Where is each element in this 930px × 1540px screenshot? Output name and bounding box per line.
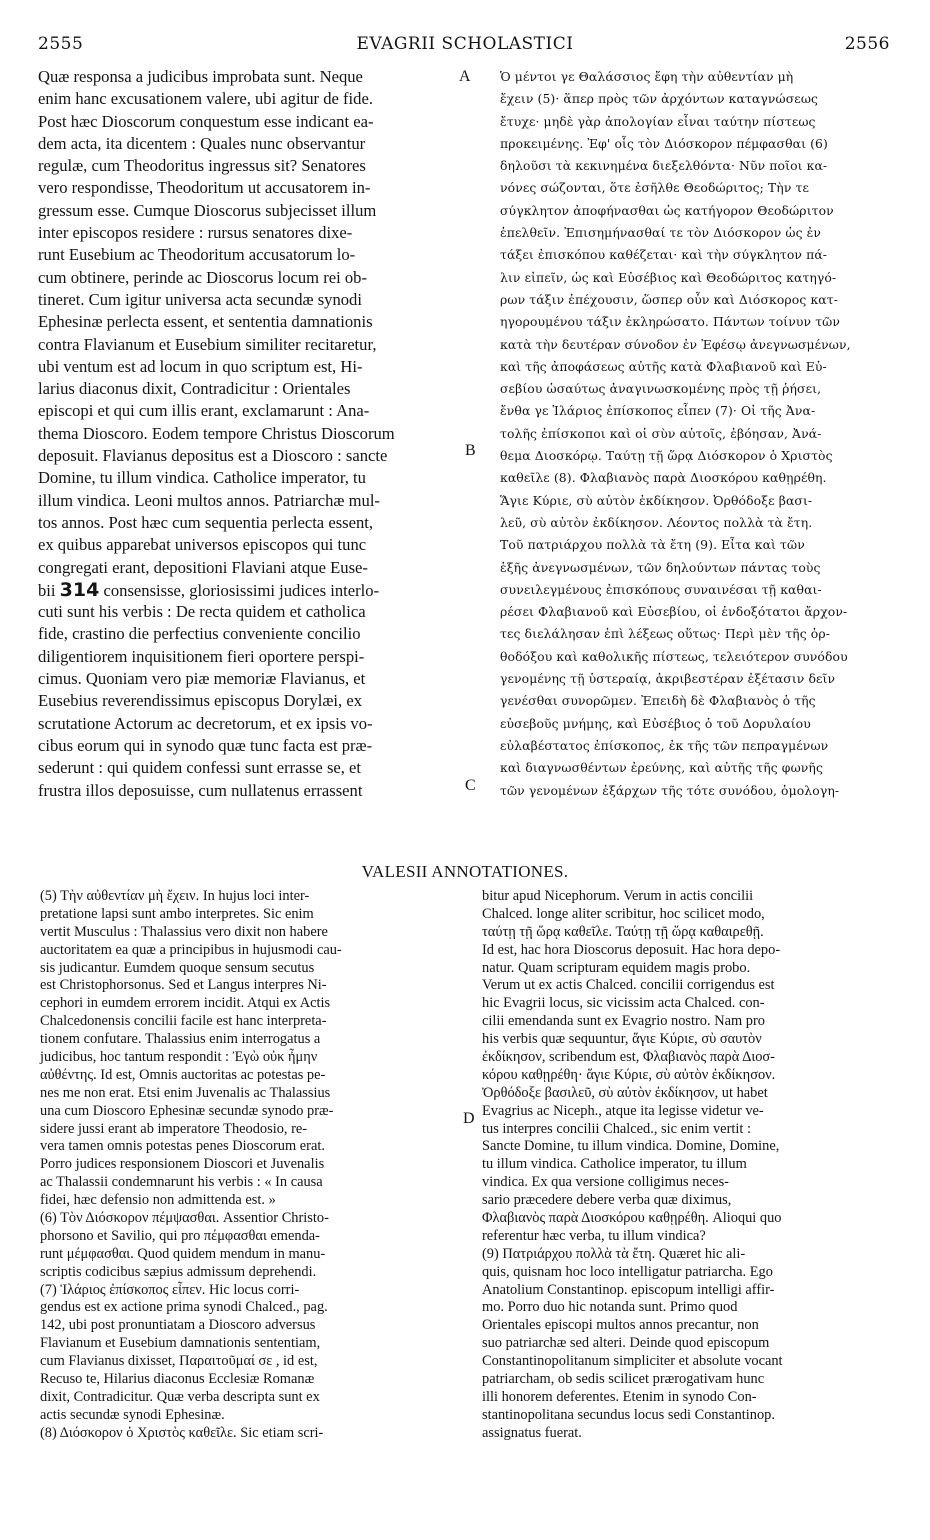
note-line: runt μέμφασθαι. Quod quidem mendum in manu- (40, 1245, 326, 1262)
latin-text-line: Quæ responsa a judicibus improbata sunt. Neque (38, 67, 363, 86)
note-line: vertit Musculus : Thalassius vero dixit non habere (40, 923, 328, 940)
note-line: quis, quisnam hoc loco intelligatur patriarcha. Ego (482, 1263, 773, 1280)
greek-text-line: ἐπελθεῖν. Ἐπισημήνασθαί τε τὸν Διόσκορον ὡς ἐν (500, 225, 822, 241)
greek-text-line: Ὁ μέντοι γε Θαλάσσιος ἔφη τὴν αὐθεντίαν μὴ (500, 69, 794, 84)
greek-text-line: σύγκλητον ἀποφήνασθαι ὡς κατήγορον Θεοδώριτον (500, 202, 834, 218)
note-line: Constantinopolitanum simpliciter et absolute vocant (482, 1353, 783, 1370)
note-line: tu illum vindica. Catholice imperator, tu illum (482, 1156, 747, 1173)
greek-text-line: κατὰ τὴν δευτέραν σύνοδον ἐν Ἐφέσῳ ἀνεγνωσμένων, (500, 336, 851, 352)
latin-text-line: cuti sunt his verbis : De recta quidem et catholica (38, 602, 366, 622)
note-line: phorsono et Savilio, qui pro πέμφασθαι emenda- (40, 1227, 320, 1244)
note-line: assignatus fuerat. (482, 1424, 582, 1441)
greek-text-line: Ἅγιε Κύριε, σὺ αὐτὸν ἐκδίκησον. Ὀρθόδοξε βασι- (500, 492, 813, 508)
latin-text-line: larius diaconus dixit, Contradicitur : Orientales (38, 379, 351, 399)
greek-text-line: καὶ διαγνωσθέντων ἐρεύνης, καὶ αὐτῆς τῆς φωνῆς (500, 760, 823, 776)
greek-text-line: εὐλαβέστατος ἐπίσκοπος, ἐκ τῆς τῶν πεπραγμένων (500, 737, 829, 753)
latin-text-line: cum obtinere, perinde ac Dioscorus locum rei ob- (38, 267, 367, 287)
latin-text-line: ex quibus apparebat universos episcopos qui tunc (38, 535, 367, 555)
note-line: illi honorem deferentes. Etenim in synodo Con- (482, 1388, 757, 1405)
greek-text-line: καθεῖλε (8). Φλαβιανὸς παρὰ Διοσκόρου καθῃρέθη. (500, 470, 827, 486)
greek-text-line: γενομένης τῇ ὑστεραίᾳ, ἀκριβεστέραν ἐξέτασιν δεῖν (500, 671, 836, 687)
latin-text-line: deposuit. Flavianus depositus est a Dioscoro : sancte (38, 446, 388, 466)
note-line: natur. Quam scripturam equidem magis probo. (482, 959, 751, 976)
note-line: judicibus, hoc tantum respondit : Ἐγὼ οὐκ ἦμην (40, 1049, 318, 1066)
note-line: ac Thalassii condemnarunt his verbis : « In causa (40, 1174, 323, 1191)
latin-text-line: contra Flavianum et Eusebium similiter recitaretur, (38, 334, 377, 354)
latin-text-line: fide, crastino die perfectius conveniente concilio (38, 624, 361, 644)
greek-text-line: λεῦ, σὺ αὐτὸν ἐκδίκησον. Λέοντος πολλὰ τὰ ἔτη. (500, 514, 813, 530)
note-line: hic Evagrii locus, sic vicissim acta Chalced. con- (482, 995, 765, 1012)
page-header (0, 34, 930, 58)
latin-text-line: Ephesinæ perlecta essent, et sententia damnationis (38, 312, 373, 332)
greek-text-line: θεμα Διοσκόρῳ. Ταύτῃ τῇ ὥρᾳ Διόσκορον ὁ Χριστὸς (500, 448, 833, 464)
note-line: cum Flavianus dixisset, Παραιτοῦμαί σε , id est, (40, 1353, 318, 1370)
note-line: Verum ut ex actis Chalced. concilii corrigendus est (482, 977, 775, 994)
note-line: fidei, hæc defensio non admittenda est. » (40, 1192, 276, 1209)
notes-left-column (40, 888, 462, 1443)
note-line: mo. Porro duo hic notanda sunt. Primo quod (482, 1299, 738, 1316)
latin-text-line: tineret. Cum igitur universa acta secundæ synodi (38, 289, 362, 309)
greek-text-line: δηλοῦσι τὰ κεκινημένα διεξελθόντα· Νῦν ποῖοι κα- (500, 158, 828, 174)
note-line: Ὀρθόδοξε βασιλεῦ, σὺ αὐτὸν ἐκδίκησον, ut habet (482, 1084, 768, 1101)
note-line: vindica. Ex qua versione colligimus neces- (482, 1174, 729, 1191)
note-line: 142, ubi post pronuntiatam a Dioscoro adversus (40, 1317, 316, 1334)
note-line: Recuso te, Hilarius diaconus Ecclesiæ Romanæ (40, 1371, 315, 1388)
latin-text-line: frustra illos deposuisse, cum nullatenus errassent (38, 780, 363, 800)
note-line: (7) Ἱλάριος ἐπίσκοπος εἶπεν. Hic locus corri- (40, 1281, 300, 1298)
latin-text-line: tos annos. Post hæc cum sequentia perlecta essent, (38, 512, 374, 532)
latin-text-line: thema Dioscoro. Eodem tempore Christus Dioscorum (38, 423, 395, 443)
note-line: Anatolium Constantinop. episcopum intelligi affir- (482, 1281, 775, 1298)
column-number: 314 (59, 578, 100, 601)
note-line: gendus est ex actione prima synodi Chalced., pag. (40, 1299, 328, 1316)
note-line: est Christophorsonus. Sed et Langus interpres Ni- (40, 977, 327, 994)
note-line: dixit, Contradicitur. Quæ verba descripta sunt ex (40, 1388, 320, 1405)
note-line: vera tamen omnis potestas penes Dioscorum erat. (40, 1138, 325, 1155)
note-line: ταύτῃ τῇ ὥρᾳ καθεῖλε. Ταύτῃ τῇ ὥρᾳ καθαιρεθῇ. (482, 923, 764, 940)
latin-text-line: illum vindica. Leoni multos annos. Patriarchæ mul- (38, 490, 380, 510)
note-line: referentur hæc verba, tu illum vindica? (482, 1227, 706, 1244)
note-line: ἐκδίκησον, scribendum est, Φλαβιανὸς παρὰ Διοσ- (482, 1049, 775, 1066)
note-line: αὐθέντης. Id est, Omnis auctoritas ac potestas pe- (40, 1066, 326, 1083)
greek-text-line: ἔτυχε· μηδὲ γὰρ ἀπολογίαν εἶναι ταύτην πίστεως (500, 113, 816, 129)
greek-text-line: τες διελάλησαν ἐπὶ λέξεως οὕτως· Περὶ μὲν τῆς ὀρ- (500, 626, 831, 642)
note-line: Id est, hac hora Dioscorus deposuit. Hac hora depo- (482, 941, 781, 958)
greek-text-line: τῶν γενομένων ἐξάρχων τῆς τότε συνόδου, ὁμολογη- (500, 782, 840, 798)
margin-letter-a: A (459, 68, 471, 85)
note-line: cilii emendanda sunt ex Evagrio nostro. Nam pro (482, 1013, 765, 1030)
latin-text-line: congregati erant, depositioni Flaviani atque Euse- (38, 557, 368, 577)
latin-text-line: sederunt : qui quidem confessi sunt errasse se, et (38, 758, 362, 778)
latin-text-column (38, 66, 458, 802)
note-line: sis judicantur. Eumdem quoque sensum secutus (40, 959, 315, 976)
latin-text-line: Domine, tu illum vindica. Catholice imperator, tu (38, 468, 366, 488)
note-line: κόρου καθῃρέθη· ἅγιε Κύριε, σὺ αὐτὸν ἐκδίκησον. (482, 1066, 776, 1083)
greek-text-line: προκειμένης. Ἐφ' οἷς τὸν Διόσκορον πέμφασθαι (6) (500, 135, 828, 151)
greek-text-line: Τοῦ πατριάρχου πολλὰ τὰ ἔτη (9). Εἶτα καὶ τῶν (500, 537, 805, 553)
greek-text-line: λιν εἰπεῖν, ὡς καὶ Εὐσέβιος καὶ Θεοδώριτος κατηγό- (500, 269, 837, 285)
notes-heading: VALESII ANNOTATIONES. (361, 862, 569, 881)
note-line: tionem confutare. Thalassius enim interrogatus a (40, 1031, 321, 1048)
latin-text-line: vero respondisse, Theodoritum ut accusatorem in- (38, 178, 371, 198)
note-line: tus interpres concilii Chalced., sic enim vertit : (482, 1120, 751, 1137)
latin-text-line: cimus. Quoniam vero piæ memoriæ Flavianus, et (38, 669, 366, 689)
greek-text-column (500, 66, 892, 802)
greek-text-line: γενέσθαι συνορῶμεν. Ἐπειδὴ δὲ Φλαβιανὸς ὁ τῆς (500, 693, 816, 709)
running-title: EVAGRII SCHOLASTICI (356, 34, 574, 54)
note-line: scriptis codicibus sæpius admissum deprehendi. (40, 1263, 317, 1280)
note-line: sidere jussi erant ab imperatore Theodosio, re- (40, 1120, 308, 1137)
greek-text-line: θοδόξου καὶ καθολικῆς πίστεως, τελειότερον συνόδου (500, 648, 848, 664)
greek-text-line: σεβίου ὡσαύτως ἀναγινωσκομένης πρὸς τῇ ῥήσει, (500, 381, 822, 397)
latin-text-line: bii 314 consensisse, gloriosissimi judices interlo- (38, 578, 380, 601)
note-line: (6) Τὸν Διόσκορον πέμψασθαι. Assentior Christo- (40, 1210, 329, 1227)
latin-text-line: inter episcopos residere : rursus senatores dixe- (38, 223, 353, 243)
left-page-number: 2555 (38, 34, 84, 54)
note-line: his verbis quæ sequuntur, ἅγιε Κύριε, σὺ σαυτὸν (482, 1031, 762, 1048)
latin-text-line: ubi ventum est ad locum in quo scriptum est, Hi- (38, 356, 363, 376)
note-line: (9) Πατριάρχου πολλὰ τὰ ἔτη. Quæret hic ali- (482, 1245, 746, 1262)
latin-text-line: diligentiorem inquisitionem fieri oportere perspi- (38, 646, 365, 666)
greek-text-line: τάξει ἐπισκόπου καθέζεται· καὶ τὴν σύγκλητον πά- (500, 247, 828, 263)
greek-text-line: ἑξῆς ἀνεγνωσμένων, τῶν δηλούντων πάντας τοὺς (500, 559, 821, 575)
greek-text-line: ἔνθα γε Ἱλάριος ἐπίσκοπος εἶπεν (7)· Οἱ τῆς Ἀνα- (500, 403, 816, 419)
note-line: auctoritatem ea quæ a principibus in hujusmodi cau- (40, 941, 342, 958)
greek-text-line: νόνες σώζονται, ὅτε ἐσῆλθε Θεοδώριτος; Τὴν τε (500, 180, 809, 196)
note-line: Φλαβιανὸς παρὰ Διοσκόρου καθῃρέθη. Alioqui quo (482, 1210, 782, 1227)
note-line: suo patriarchæ sed alteri. Deinde quod episcopum (482, 1335, 770, 1352)
latin-text-line: dem acta, ita dicentem : Quales nunc observantur (38, 133, 366, 153)
latin-text-line: runt Eusebium ac Theodoritum accusatorum lo- (38, 245, 356, 265)
note-line: sario præcedere debere verba quæ diximus, (482, 1192, 732, 1209)
greek-text-line: καὶ τῆς ἀποφάσεως αὐτῆς κατὰ Φλαβιανοῦ καὶ Εὐ- (500, 358, 827, 374)
latin-text-line: episcopi et qui cum illis erant, exclamarunt : Ana- (38, 401, 370, 421)
note-line: una cum Dioscoro Ephesinæ secundæ synodo præ- (40, 1102, 334, 1119)
note-line: patriarcham, ob sedis scilicet prærogativam hunc (482, 1371, 765, 1388)
latin-text-line: enim hanc excusationem valere, ubi agitur de fide. (38, 89, 373, 109)
note-line: (8) Διόσκορον ὁ Χριστὸς καθεῖλε. Sic etiam scri- (40, 1424, 324, 1441)
latin-text-line: regulæ, cum Theodoritus ingressus sit? Senatores (38, 156, 366, 176)
notes-right-column (482, 888, 898, 1443)
margin-letter-d: D (463, 1110, 475, 1127)
greek-text-line: ἔχειν (5)· ἅπερ πρὸς τῶν ἀρχόντων καταγνώσεως (500, 91, 819, 107)
latin-text-line: Post hæc Dioscorum conquestum esse indicant ea- (38, 111, 374, 131)
note-line: nes me non erat. Etsi enim Juvenalis ac Thalassius (40, 1084, 331, 1101)
note-line: pretatione lapsi sunt ambo interpretes. Sic enim (40, 905, 314, 922)
note-line: Evagrius ac Niceph., atque ita legisse videtur ve- (482, 1102, 764, 1119)
latin-text-line: Eusebius reverendissimus episcopus Dorylæi, ex (38, 691, 362, 711)
note-line: Porro judices responsionem Dioscori et Juvenalis (40, 1156, 325, 1173)
greek-text-line: ρέσει Φλαβιανοῦ καὶ Εὐσεβίου, οἱ ἐνδοξότατοι ἄρχον- (500, 604, 848, 620)
greek-text-line: ρων τάξιν ἐπέχουσιν, ὥσπερ οὖν καὶ Διόσκορος κατ- (500, 291, 838, 307)
note-line: Sancte Domine, tu illum vindica. Domine, Domine, (482, 1138, 780, 1155)
note-line: cephori in eumdem errorem incidit. Atqui ex Actis (40, 995, 331, 1012)
note-line: Chalcedonensis concilii facile est hanc interpreta- (40, 1013, 327, 1030)
note-line: (5) Τὴν αὐθεντίαν μὴ ἔχειν. In hujus loci inter- (40, 888, 310, 904)
margin-letter-c: C (465, 777, 476, 794)
note-line: stantinopolitana secundus locus sedi Constantinop. (482, 1406, 775, 1423)
margin-letter-b: B (465, 442, 476, 459)
note-line: Flavianum et Eusebium damnationis sententiam, (40, 1335, 321, 1352)
greek-text-line: συνειλεγμένους ἐπισκόπους συναινέσαι τῇ καθαι- (500, 581, 822, 597)
note-line: actis secundæ synodi Ephesinæ. (40, 1406, 225, 1423)
latin-text-line: scrutatione Actorum ac decretorum, et ex ipsis vo- (38, 713, 373, 733)
latin-text-line: gressum esse. Cumque Dioscorus subjecisset illum (38, 200, 377, 220)
right-page-number: 2556 (844, 34, 890, 54)
note-line: bitur apud Nicephorum. Verum in actis concilii (482, 888, 754, 904)
greek-text-line: εὐσεβοῦς μνήμης, καὶ Εὐσέβιος ὁ τοῦ Δορυλαίου (500, 715, 811, 731)
greek-text-line: τολῆς ἐπίσκοποι καὶ οἱ σὺν αὐτοῖς, ἐβόησαν, Ἀνά- (500, 425, 822, 441)
note-line: Orientales episcopi multos annos precantur, non (482, 1317, 759, 1334)
note-line: Chalced. longe aliter scribitur, hoc scilicet modo, (482, 905, 765, 922)
latin-text-line: cibus eorum qui in synodo quæ tunc facta est præ- (38, 735, 373, 755)
greek-text-line: ηγορουμένου τάξιν ἐκληρώσατο. Πάντων τοίνυν τῶν (500, 314, 840, 330)
